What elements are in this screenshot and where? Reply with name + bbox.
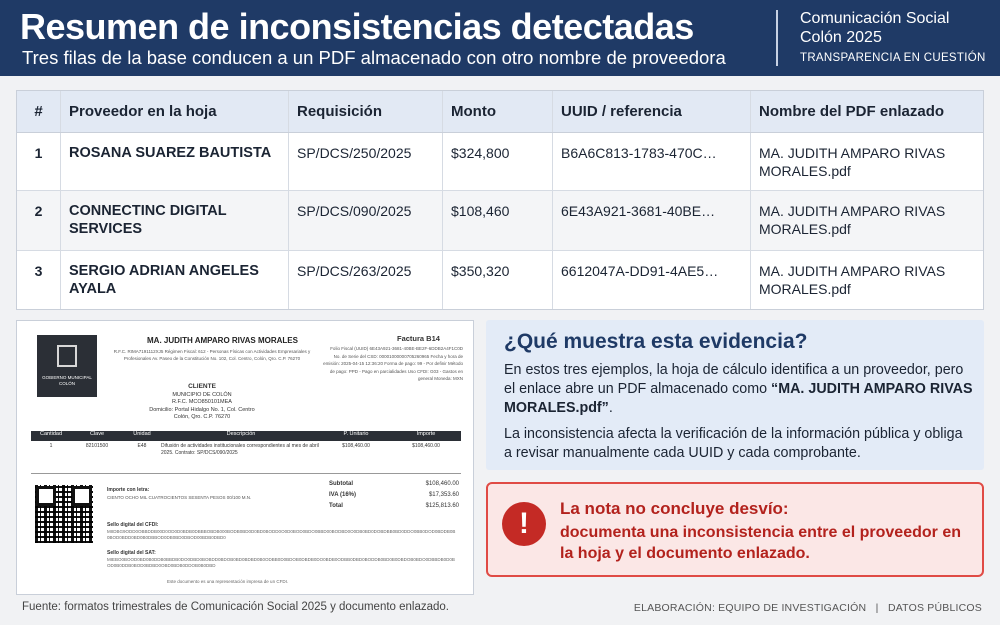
row-requisition: SP/DCS/250/2025 xyxy=(289,133,443,190)
client-address-1: Domicilio: Portal Hidalgo No. 1, Col. Centro xyxy=(149,406,255,413)
invoice-footer: Este documento es una representación impresa de un CFDI. xyxy=(167,579,289,584)
col-header-number: # xyxy=(17,91,61,132)
iva-value: $17,353.60 xyxy=(428,492,459,498)
source-note: Fuente: formatos trimestrales de Comunicación Social 2025 y documento enlazado. xyxy=(22,601,450,613)
client-rfc: R.F.C. MCO850101MEA xyxy=(172,399,232,405)
invoice-preview xyxy=(16,320,474,595)
series-tag: TRANSPARENCIA EN CUESTIÓN xyxy=(800,52,986,64)
seal-sat-label: Sello digital del SAT: xyxy=(107,550,156,556)
header-org-block xyxy=(800,9,986,64)
inv-unit: E48 xyxy=(137,443,147,449)
alert-icon: ! xyxy=(502,502,546,546)
row-number: 3 xyxy=(17,251,61,309)
credit-separator: | xyxy=(875,602,879,614)
invoice-client xyxy=(117,383,287,422)
invoice-title: Factura B14 xyxy=(397,334,440,343)
inv-price: $108,460.00 xyxy=(342,443,370,449)
inv-amount: $108,460.00 xyxy=(412,443,440,449)
row-provider: ROSANA SUAREZ BAUTISTA xyxy=(61,133,289,190)
evidence-title: ¿Qué muestra esta evidencia? xyxy=(504,330,808,353)
header-divider xyxy=(776,10,778,66)
iva-label: IVA (16%) xyxy=(329,492,357,498)
evidence-paragraph-1 xyxy=(504,361,974,418)
row-amount: $350,320 xyxy=(443,251,553,309)
qr-code-icon xyxy=(35,485,93,543)
header-banner xyxy=(0,0,1000,76)
table-row xyxy=(17,133,983,191)
seal-cfdi: MIIDBG9ODD0OBBDDB00D0OD0D0BDB0DBBBOBDB000BODB0BD0D0BD0BODD0O0D0BOD0BDO0BBD00BODBD0O0DB0BD0DOBDBB0BD0DDO0BB0DOD0BDDB0B0BOD0BDD0BD0B0DBBOD0DB0BD0DBOD00BDB0DBD0 xyxy=(107,529,456,540)
row-amount: $108,460 xyxy=(443,191,553,250)
client-label: CLIENTE xyxy=(188,383,216,390)
invoice-issuer-info: R.F.C. RIMA7191112XJ5 Régimen Fiscal: 612 - Personas Físicas con Actividades Empresariales y Profesionales Av. Paseo de la Constitución No. 102, Col. Centro, Colón, Qro. C.P. 76270 xyxy=(113,349,311,361)
logo-text: GOBIERNO MUNICIPAL COLÓN xyxy=(42,375,92,386)
row-uuid: 6E43A921-3681-40BE… xyxy=(553,191,751,250)
inv-qty: 1 xyxy=(49,443,53,449)
inv-col-price: P. Unitario xyxy=(343,431,369,437)
col-header-uuid: UUID / referencia xyxy=(553,91,751,132)
row-uuid: 6612047A-DD91-4AE5… xyxy=(553,251,751,309)
row-requisition: SP/DCS/090/2025 xyxy=(289,191,443,250)
evidence-pdf-name: “MA. JUDITH AMPARO RIVAS MORALES.pdf” xyxy=(504,381,973,416)
invoice-meta: Folio Fiscal (UUID) 6E43A921-3681-40BE-BE2F-6DDB2A4F1C0D No. de Serie del CSD: 00001000000705260965 Fecha y hora de emisión: 2025-04-15 12:36:20 Forma de pago: 99 - Por definir Método de pago: PPD - Pago en parcialidades Uso CFDI: G03 - Gastos en general Moneda: MXN xyxy=(323,346,463,381)
evidence-text: En estos tres ejemplos, la hoja de cálculo identifica a un proveedor, pero el enlace abre un PDF almacenado como xyxy=(504,362,964,397)
page-subtitle: Tres filas de la base conducen a un PDF almacenado con otro nombre de proveedora xyxy=(22,47,726,68)
amount-words-label: Importe con letra: xyxy=(107,487,150,493)
invoice-items-header xyxy=(31,431,461,441)
org-year: Colón 2025 xyxy=(800,29,882,46)
col-header-amount: Monto xyxy=(443,91,553,132)
org-name: Comunicación Social xyxy=(800,10,950,27)
inv-col-key: Clave xyxy=(89,431,105,437)
inv-col-desc: Descripción xyxy=(226,431,256,437)
row-number: 1 xyxy=(17,133,61,190)
logo-mark-icon xyxy=(57,345,77,367)
col-header-requisition: Requisición xyxy=(289,91,443,132)
col-header-provider: Proveedor en la hoja xyxy=(61,91,289,132)
client-address-2: Colón, Qro. C.P. 76270 xyxy=(173,414,231,420)
row-provider: CONNECTINC DIGITAL SERVICES xyxy=(61,191,289,250)
evidence-period: . xyxy=(608,400,613,416)
table-row xyxy=(17,251,983,309)
invoice-issuer: MA. JUDITH AMPARO RIVAS MORALES xyxy=(147,336,298,345)
invoice-divider xyxy=(31,473,461,474)
credit-line xyxy=(634,602,982,614)
inv-col-unit: Unidad xyxy=(133,431,151,437)
row-pdf-link[interactable]: MA. JUDITH AMPARO RIVAS MORALES.pdf xyxy=(759,145,946,179)
inconsistencies-table xyxy=(16,90,984,310)
col-header-pdf: Nombre del PDF enlazado xyxy=(759,103,945,120)
subtotal-value: $108,460.00 xyxy=(425,481,459,487)
row-uuid: B6A6C813-1783-470C… xyxy=(553,133,751,190)
subtotal-label: Subtotal xyxy=(329,481,353,487)
inv-desc: Difusión de actividades institucionales correspondientes al mes de abril 2025. Contrato: SP/DCS/090/2025 xyxy=(161,443,319,456)
municipal-logo xyxy=(37,335,97,397)
evidence-panel xyxy=(486,320,984,470)
table-row xyxy=(17,191,983,251)
note-body: documenta una inconsistencia entre el proveedor en la hoja y el documento enlazado. xyxy=(560,524,961,562)
row-provider: SERGIO ADRIAN ANGELES AYALA xyxy=(61,251,289,309)
seal-cfdi-label: Sello digital del CFDI: xyxy=(107,522,159,528)
row-pdf-link[interactable]: MA. JUDITH AMPARO RIVAS MORALES.pdf xyxy=(759,263,946,297)
row-number: 2 xyxy=(17,191,61,250)
row-requisition: SP/DCS/263/2025 xyxy=(289,251,443,309)
page-title: Resumen de inconsistencias detectadas xyxy=(20,6,694,47)
evidence-paragraph-2: La inconsistencia afecta la verificación de la información pública y obliga a revisar manualmente cada UUID y cada comprobante. xyxy=(504,426,963,461)
invoice-item-row xyxy=(31,443,461,457)
inv-key: 82101500 xyxy=(85,443,109,449)
credit-elaboration: ELABORACIÓN: EQUIPO DE INVESTIGACIÓN xyxy=(633,602,867,614)
credit-data: DATOS PÚBLICOS xyxy=(887,602,982,614)
amount-words: CIENTO OCHO MIL CUATROCIENTOS SESENTA PESOS 00/100 M.N. xyxy=(107,495,252,500)
inv-col-qty: Cantidad xyxy=(39,431,63,437)
row-amount: $324,800 xyxy=(443,133,553,190)
client-name: MUNICIPIO DE COLÓN xyxy=(172,391,232,398)
total-label: Total xyxy=(329,503,343,509)
row-pdf-link[interactable]: MA. JUDITH AMPARO RIVAS MORALES.pdf xyxy=(759,203,946,237)
total-value: $125,813.60 xyxy=(425,503,459,509)
invoice-totals xyxy=(329,479,459,512)
warning-note xyxy=(486,482,984,577)
table-header-row xyxy=(17,91,983,133)
inv-col-amount: Importe xyxy=(416,431,436,437)
note-title: La nota no concluye desvío: xyxy=(560,499,789,518)
seal-sat: MIEBO0BOOD0BD0B0DDB0BBDB0DO0DBD0BOBDD0BDOB0BD0BDBD0B0ODBB0D0BDOB0DBDB0DO0BDB0ODBB0DBD0BODDB0BD0B0DBDOB0BDO0DBBDB0D0BOD0B0DDB0BOD0BDBD0OBD0BDB0DDOB0B0DBD xyxy=(107,557,455,568)
